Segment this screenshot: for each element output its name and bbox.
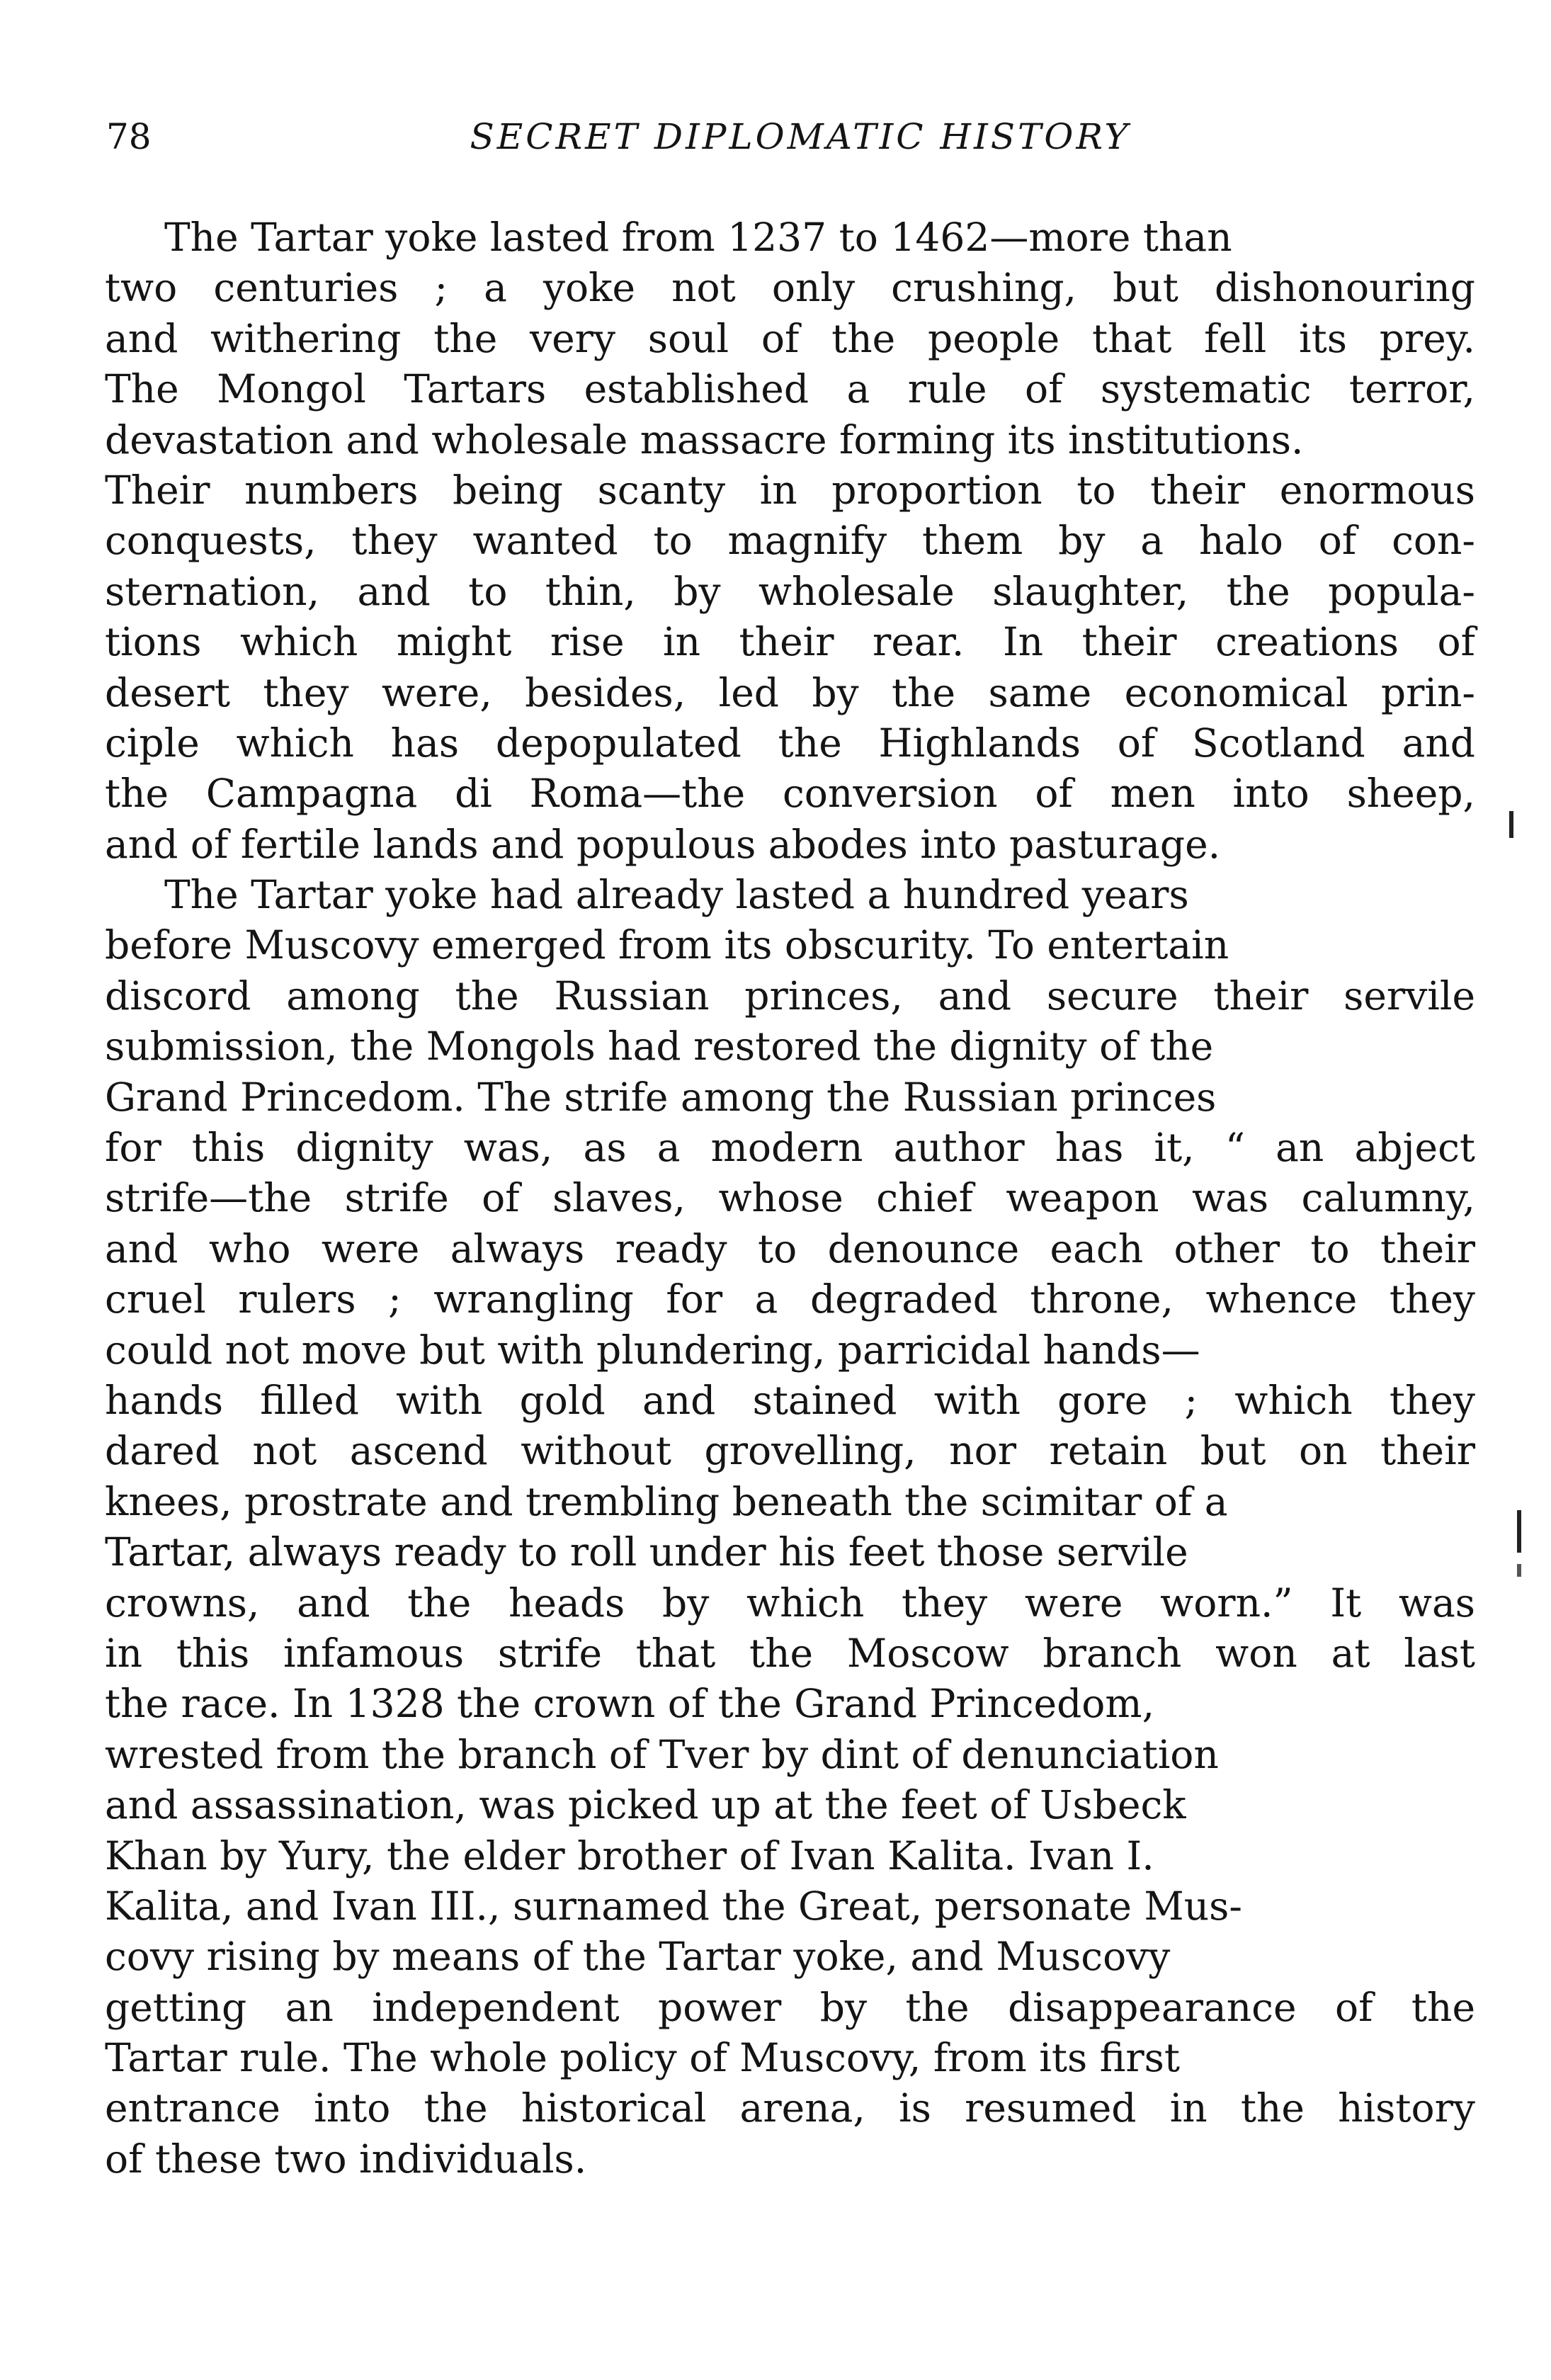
text-line: discord among the Russian princes, and secure their servile <box>105 973 1475 1019</box>
text-line: Khan by Yury, the elder brother of Ivan Kalita. Ivan I. <box>105 1832 1154 1878</box>
text-line: dared not ascend without grovelling, nor retain but on their <box>105 1428 1475 1474</box>
text-line: and who were always ready to denounce each other to their <box>105 1225 1475 1271</box>
text-line: Grand Princedom. The strife among the Russian princes <box>105 1074 1217 1120</box>
text-line: Kalita, and Ivan III., surnamed the Great, personate Mus- <box>105 1883 1242 1929</box>
text-line: The Mongol Tartars established a rule of systematic terror, <box>105 366 1475 412</box>
text-line: desert they were, besides, led by the same economical prin- <box>105 669 1475 715</box>
text-line: devastation and wholesale massacre forming its institutions. <box>105 416 1304 463</box>
text-line: for this dignity was, as a modern author has it, “ an abject <box>105 1125 1475 1171</box>
text-line: the Campagna di Roma—the conversion of men into sheep, <box>105 771 1475 817</box>
text-line: the race. In 1328 the crown of the Grand Princedom, <box>105 1681 1155 1727</box>
text-line: wrested from the branch of Tver by dint of denunciation <box>105 1731 1219 1777</box>
text-line: The Tartar yoke lasted from 1237 to 1462—more than <box>164 215 1232 260</box>
text-line: conquests, they wanted to magnify them by a halo of con- <box>105 518 1475 564</box>
text-line: tions which might rise in their rear. In their creations of <box>105 619 1475 665</box>
text-line: ciple which has depopulated the Highlands of Scotland and <box>105 720 1475 766</box>
text-line: strife—the strife of slaves, whose chief weapon was calumny, <box>105 1175 1475 1221</box>
text-line: two centuries ; a yoke not only crushing, but dishonouring <box>105 265 1475 311</box>
running-title: SECRET DIPLOMATIC HISTORY <box>470 116 1131 157</box>
text-line: Tartar, always ready to roll under his feet those servile <box>105 1529 1188 1575</box>
text-line: before Muscovy emerged from its obscurity. To entertain <box>105 922 1229 968</box>
text-line: The Tartar yoke had already lasted a hundred years <box>164 872 1189 918</box>
text-line: entrance into the historical arena, is resumed in the history <box>105 2085 1475 2131</box>
text-line: could not move but with plundering, parricidal hands— <box>105 1327 1200 1373</box>
text-line: Tartar rule. The whole policy of Muscovy, from its first <box>105 2035 1180 2081</box>
body-text <box>105 212 1475 2184</box>
text-line: and withering the very soul of the people that fell its prey. <box>105 315 1475 361</box>
text-line: knees, prostrate and trembling beneath the scimitar of a <box>105 1478 1228 1524</box>
text-line: and assassination, was picked up at the feet of Usbeck <box>105 1782 1186 1828</box>
text-line: hands filled with gold and stained with gore ; which they <box>105 1377 1475 1423</box>
page-number: 78 <box>106 116 152 157</box>
margin-scan-mark <box>1509 811 1513 838</box>
text-line: of these two individuals. <box>105 2136 587 2182</box>
margin-scan-mark <box>1517 1510 1521 1553</box>
text-line: Their numbers being scanty in proportion to their enormous <box>105 467 1475 513</box>
text-line: submission, the Mongols had restored the dignity of the <box>105 1024 1214 1070</box>
text-line: getting an independent power by the disappearance of the <box>105 1984 1475 2030</box>
text-line: in this infamous strife that the Moscow branch won at last <box>105 1630 1475 1676</box>
text-line: crowns, and the heads by which they were worn.” It was <box>105 1580 1475 1626</box>
text-line: covy rising by means of the Tartar yoke, and Muscovy <box>105 1934 1171 1980</box>
text-line: cruel rulers ; wrangling for a degraded throne, whence they <box>105 1276 1475 1322</box>
text-line: and of fertile lands and populous abodes into pasturage. <box>105 821 1221 867</box>
margin-scan-mark <box>1517 1564 1521 1577</box>
text-line: sternation, and to thin, by wholesale slaughter, the popula- <box>105 568 1475 614</box>
